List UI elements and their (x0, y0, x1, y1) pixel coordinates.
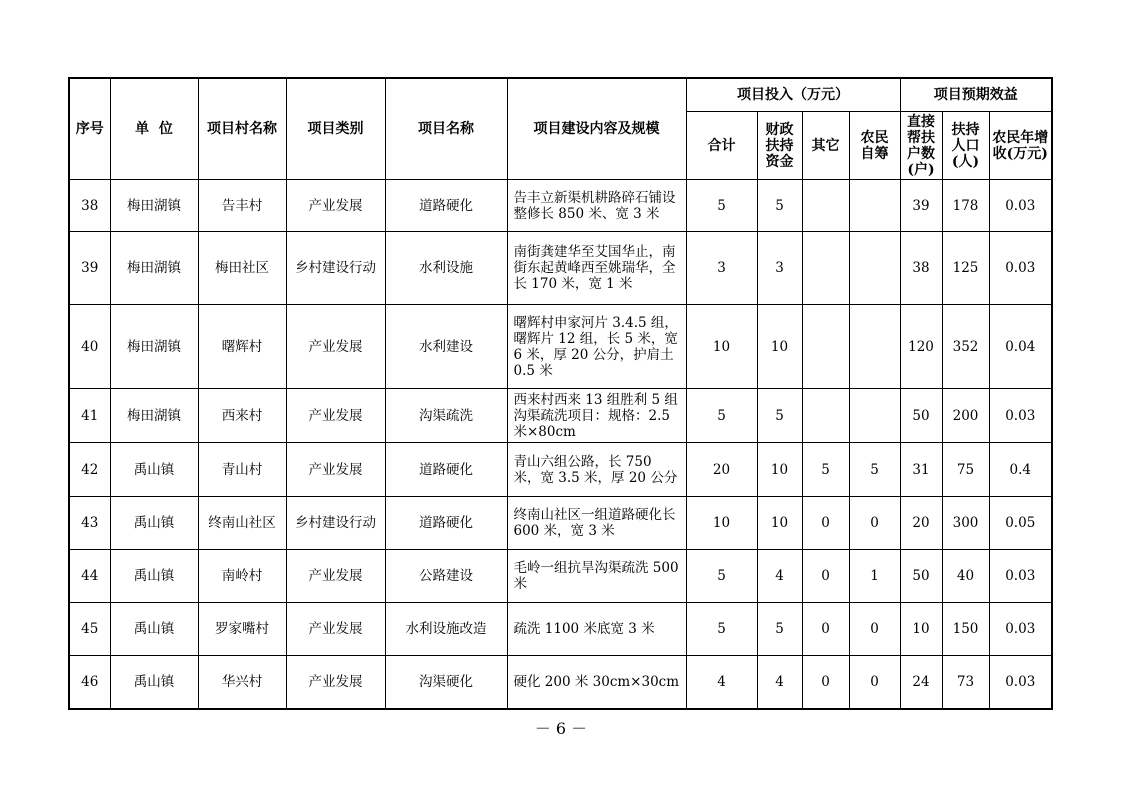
cell-category: 产业发展 (286, 603, 385, 656)
cell-project-name: 道路硬化 (385, 180, 507, 232)
cell-other: 0 (802, 603, 849, 656)
cell-seq: 39 (69, 232, 110, 305)
header-farmer (849, 112, 900, 180)
cell-unit: 禹山镇 (110, 550, 198, 603)
cell-village: 青山村 (198, 443, 286, 497)
cell-project-name: 道路硬化 (385, 497, 507, 550)
cell-fiscal: 10 (757, 497, 802, 550)
cell-unit: 梅田湖镇 (110, 305, 198, 389)
cell-total: 5 (686, 180, 757, 232)
cell-content: 硬化 200 米 30cm×30cm (507, 656, 686, 709)
cell-seq: 43 (69, 497, 110, 550)
cell-households: 50 (900, 550, 942, 603)
cell-households: 38 (900, 232, 942, 305)
cell-village: 华兴村 (198, 656, 286, 709)
cell-farmer (849, 305, 900, 389)
cell-unit: 梅田湖镇 (110, 180, 198, 232)
cell-fiscal: 5 (757, 603, 802, 656)
cell-population: 150 (942, 603, 989, 656)
cell-households: 31 (900, 443, 942, 497)
cell-income: 0.03 (989, 389, 1052, 443)
table-row (69, 443, 1052, 497)
cell-category: 产业发展 (286, 656, 385, 709)
cell-project-name: 水利建设 (385, 305, 507, 389)
cell-other (802, 180, 849, 232)
cell-content: 南街龚建华至艾国华止，南街东起黄峰西至姚瑞华，全长 170 米，宽 1 米 (507, 232, 686, 305)
cell-farmer (849, 232, 900, 305)
cell-seq: 46 (69, 656, 110, 709)
header-fiscal (757, 112, 802, 180)
cell-category: 乡村建设行动 (286, 497, 385, 550)
cell-fiscal: 4 (757, 550, 802, 603)
header-investment-group: 项目投入（万元） (686, 78, 900, 112)
header-benefit-group: 项目预期效益 (900, 78, 1052, 112)
cell-seq: 38 (69, 180, 110, 232)
cell-village: 罗家嘴村 (198, 603, 286, 656)
table-row (69, 305, 1052, 389)
cell-seq: 45 (69, 603, 110, 656)
cell-village: 终南山社区 (198, 497, 286, 550)
cell-income: 0.03 (989, 550, 1052, 603)
header-fiscal-text: 财政扶持资金 (765, 121, 794, 170)
cell-unit: 禹山镇 (110, 497, 198, 550)
cell-population: 178 (942, 180, 989, 232)
cell-content: 告丰立新渠机耕路碎石铺设整修长 850 米、宽 3 米 (507, 180, 686, 232)
cell-fiscal: 10 (757, 305, 802, 389)
cell-other (802, 389, 849, 443)
cell-fiscal: 10 (757, 443, 802, 497)
cell-village: 梅田社区 (198, 232, 286, 305)
cell-category: 产业发展 (286, 389, 385, 443)
cell-fiscal: 4 (757, 656, 802, 709)
header-farmer-text: 农民自筹 (860, 129, 889, 162)
cell-seq: 40 (69, 305, 110, 389)
cell-project-name: 公路建设 (385, 550, 507, 603)
cell-households: 39 (900, 180, 942, 232)
cell-fiscal: 5 (757, 389, 802, 443)
cell-unit: 禹山镇 (110, 656, 198, 709)
cell-income: 0.4 (989, 443, 1052, 497)
cell-households: 120 (900, 305, 942, 389)
cell-category: 产业发展 (286, 305, 385, 389)
cell-content: 终南山社区一组道路硬化长 600 米，宽 3 米 (507, 497, 686, 550)
table-row (69, 603, 1052, 656)
header-households (900, 112, 942, 180)
cell-households: 24 (900, 656, 942, 709)
table-row (69, 497, 1052, 550)
cell-total: 5 (686, 389, 757, 443)
cell-project-name: 水利设施 (385, 232, 507, 305)
header-category: 项目类别 (286, 78, 385, 180)
cell-population: 300 (942, 497, 989, 550)
cell-population: 73 (942, 656, 989, 709)
header-project-name: 项目名称 (385, 78, 507, 180)
cell-village: 西来村 (198, 389, 286, 443)
table-row (69, 550, 1052, 603)
cell-category: 产业发展 (286, 180, 385, 232)
header-households-text: 直接帮扶户数(户) (907, 113, 935, 178)
cell-project-name: 沟渠硬化 (385, 656, 507, 709)
table-row (69, 232, 1052, 305)
cell-total: 3 (686, 232, 757, 305)
cell-content: 青山六组公路，长 750 米，宽 3.5 米，厚 20 公分 (507, 443, 686, 497)
table-row (69, 389, 1052, 443)
table-row (69, 180, 1052, 232)
cell-households: 50 (900, 389, 942, 443)
cell-population: 125 (942, 232, 989, 305)
cell-total: 10 (686, 497, 757, 550)
cell-seq: 42 (69, 443, 110, 497)
cell-households: 20 (900, 497, 942, 550)
cell-income: 0.05 (989, 497, 1052, 550)
cell-income: 0.03 (989, 180, 1052, 232)
header-population (942, 112, 989, 180)
cell-village: 南岭村 (198, 550, 286, 603)
cell-other: 0 (802, 497, 849, 550)
cell-seq: 41 (69, 389, 110, 443)
cell-population: 40 (942, 550, 989, 603)
header-income (989, 112, 1052, 180)
project-table (68, 77, 1053, 710)
cell-content: 毛岭一组抗旱沟渠疏洗 500 米 (507, 550, 686, 603)
cell-project-name: 道路硬化 (385, 443, 507, 497)
cell-seq: 44 (69, 550, 110, 603)
cell-village: 曙辉村 (198, 305, 286, 389)
header-population-text: 扶持人口(人) (951, 121, 980, 170)
page-number: － 6 － (534, 719, 588, 738)
cell-project-name: 沟渠疏洗 (385, 389, 507, 443)
cell-income: 0.03 (989, 232, 1052, 305)
cell-farmer: 1 (849, 550, 900, 603)
cell-other (802, 305, 849, 389)
cell-other: 0 (802, 550, 849, 603)
cell-unit: 禹山镇 (110, 603, 198, 656)
cell-income: 0.03 (989, 656, 1052, 709)
table-row (69, 656, 1052, 709)
cell-farmer: 0 (849, 497, 900, 550)
cell-total: 5 (686, 603, 757, 656)
header-income-text: 农民年增收(万元) (992, 129, 1049, 162)
header-total: 合计 (686, 112, 757, 180)
cell-other: 5 (802, 443, 849, 497)
cell-farmer: 5 (849, 443, 900, 497)
cell-fiscal: 3 (757, 232, 802, 305)
header-seq: 序号 (69, 78, 110, 180)
cell-farmer: 0 (849, 656, 900, 709)
cell-category: 乡村建设行动 (286, 232, 385, 305)
header-village: 项目村名称 (198, 78, 286, 180)
cell-farmer (849, 389, 900, 443)
cell-content: 疏洗 1100 米底宽 3 米 (507, 603, 686, 656)
cell-unit: 禹山镇 (110, 443, 198, 497)
header-other: 其它 (802, 112, 849, 180)
header-unit: 单 位 (110, 78, 198, 180)
cell-total: 10 (686, 305, 757, 389)
cell-unit: 梅田湖镇 (110, 389, 198, 443)
cell-total: 5 (686, 550, 757, 603)
cell-population: 75 (942, 443, 989, 497)
cell-farmer (849, 180, 900, 232)
cell-unit: 梅田湖镇 (110, 232, 198, 305)
cell-income: 0.03 (989, 603, 1052, 656)
cell-farmer: 0 (849, 603, 900, 656)
cell-population: 200 (942, 389, 989, 443)
cell-households: 10 (900, 603, 942, 656)
cell-population: 352 (942, 305, 989, 389)
header-content: 项目建设内容及规模 (507, 78, 686, 180)
cell-other (802, 232, 849, 305)
cell-content: 西来村西来 13 组胜利 5 组沟渠疏洗项目：规格：2.5 米×80cm (507, 389, 686, 443)
cell-category: 产业发展 (286, 550, 385, 603)
cell-category: 产业发展 (286, 443, 385, 497)
cell-income: 0.04 (989, 305, 1052, 389)
cell-village: 告丰村 (198, 180, 286, 232)
cell-content: 曙辉村申家河片 3.4.5 组，曙辉片 12 组，长 5 米，宽 6 米，厚 20 公分，护肩土 0.5 米 (507, 305, 686, 389)
cell-fiscal: 5 (757, 180, 802, 232)
cell-project-name: 水利设施改造 (385, 603, 507, 656)
cell-total: 4 (686, 656, 757, 709)
cell-other: 0 (802, 656, 849, 709)
cell-total: 20 (686, 443, 757, 497)
